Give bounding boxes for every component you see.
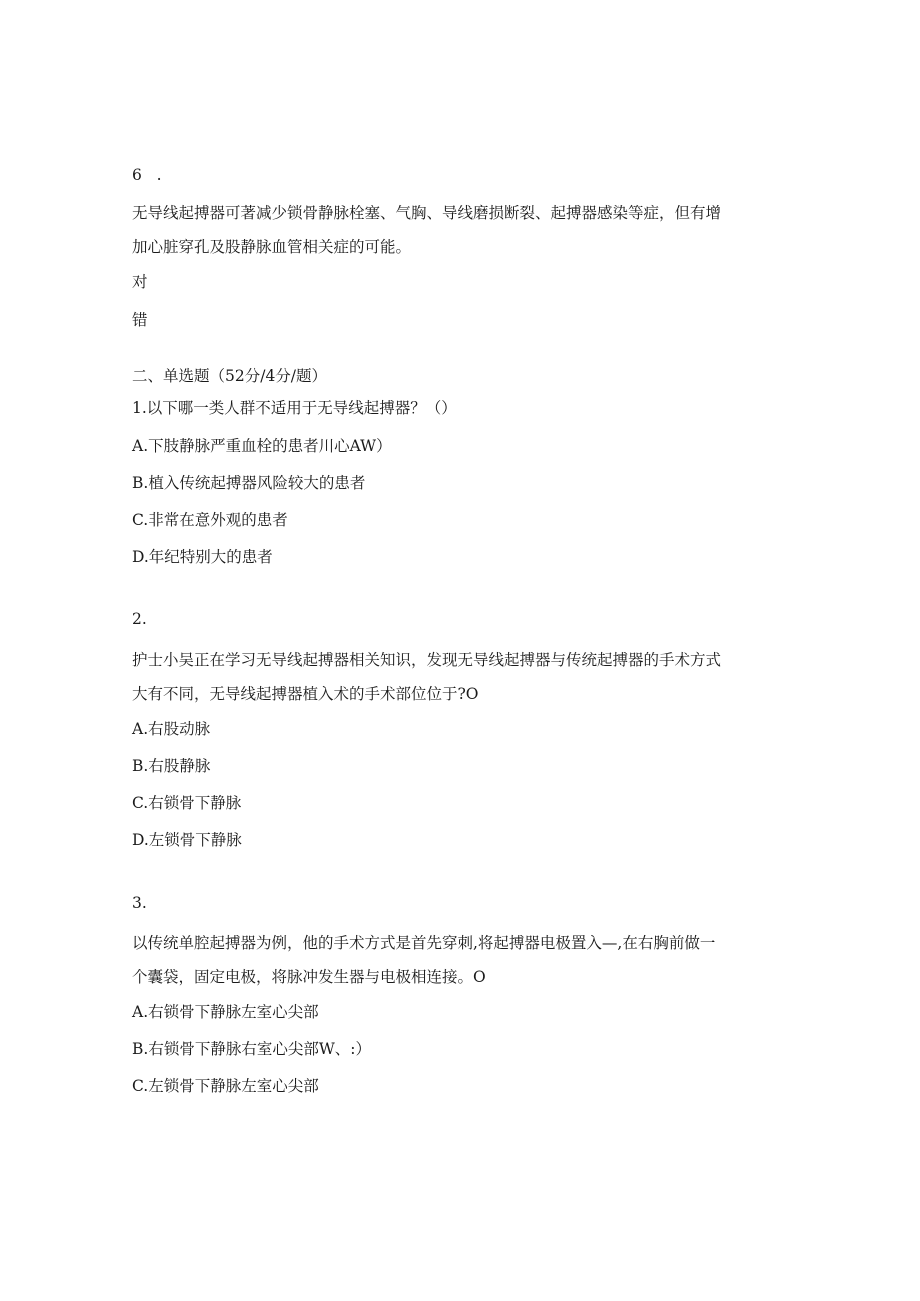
question-3-text-line-2: 个囊袋，固定电极，将脉冲发生器与电极相连接。O (132, 968, 486, 986)
question-3-option-a[interactable]: A.右锁骨下静脉左室心尖部 (132, 1003, 319, 1021)
question-6-option-false[interactable]: 错 (132, 311, 148, 329)
question-2-option-d[interactable]: D.左锁骨下静脉 (132, 831, 242, 849)
question-2-text-line-1: 护士小吴正在学习无导线起搏器相关知识，发现无导线起搏器与传统起搏器的手术方式 (132, 651, 722, 669)
question-2-number: 2. (132, 610, 147, 628)
question-1-option-a[interactable]: A.下肢静脉严重血栓的患者川心AW） (132, 437, 392, 455)
question-3-text-line-1: 以传统单腔起搏器为例，他的手术方式是首先穿刺,将起搏器电极置入—,在右胸前做一 (132, 934, 716, 952)
question-2-option-c[interactable]: C.右锁骨下静脉 (132, 794, 242, 812)
question-2-option-b[interactable]: B.右股静脉 (132, 757, 211, 775)
question-3-option-c[interactable]: C.左锁骨下静脉左室心尖部 (132, 1077, 319, 1095)
question-1-option-c[interactable]: C.非常在意外观的患者 (132, 511, 288, 529)
question-3-number: 3. (132, 894, 147, 912)
question-2-option-a[interactable]: A.右股动脉 (132, 720, 211, 738)
question-6-text-line-1: 无导线起搏器可著减少锁骨静脉栓塞、气胸、导线磨损断裂、起搏器感染等症，但有增 (132, 204, 722, 222)
question-1-option-b[interactable]: B.植入传统起搏器风险较大的患者 (132, 474, 366, 492)
question-1-text: 1.以下哪一类人群不适用于无导线起搏器？（） (132, 399, 457, 417)
question-6-option-true[interactable]: 对 (132, 273, 148, 291)
question-3-option-b[interactable]: B.右锁骨下静脉右室心尖部W、:） (132, 1040, 371, 1058)
question-6-text-line-2: 加心脏穿孔及股静脉血管相关症的可能。 (132, 238, 412, 256)
question-2-text-line-2: 大有不同，无导线起搏器植入术的手术部位位于?O (132, 685, 479, 703)
question-1-option-d[interactable]: D.年纪特别大的患者 (132, 548, 273, 566)
question-6-number: 6 . (132, 166, 162, 184)
section-2-heading: 二、单选题（52分/4分/题） (132, 367, 328, 385)
